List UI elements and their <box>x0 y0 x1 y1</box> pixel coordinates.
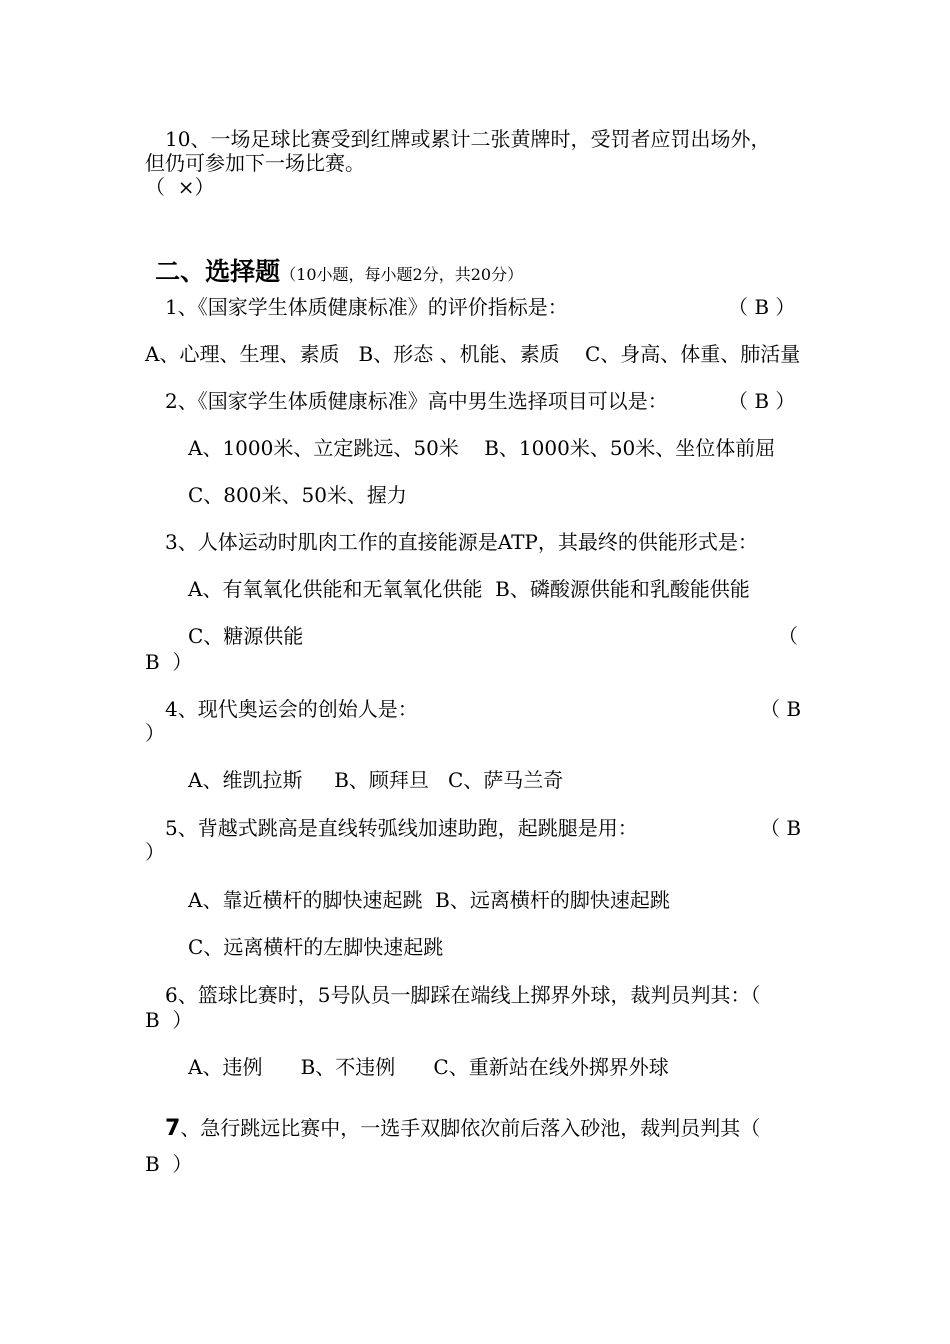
section-title: 二、选择题 <box>155 257 281 286</box>
q2-options-line1: A、1000米、立定跳远、50米 B、1000米、50米、坐位体前屈 <box>188 436 776 460</box>
q7-stem-line <box>165 1116 760 1141</box>
q1-options: A、心理、生理、素质 B、形态 、机能、素质 C、身高、体重、肺活量 <box>145 342 801 366</box>
tf-q10-answer: （ ×） <box>145 175 215 199</box>
q4-stem: 4、现代奥运会的创始人是： <box>165 697 418 721</box>
q5-options-line1: A、靠近横杆的脚快速起跳 B、远离横杆的脚快速起跳 <box>188 888 670 912</box>
q3-answer-close: B ） <box>145 650 193 674</box>
q6-stem: 6、篮球比赛时，5号队员一脚踩在端线上掷界外球，裁判员判其：（ <box>165 983 761 1007</box>
q2-stem: 2、《国家学生体质健康标准》高中男生选择项目可以是： <box>165 389 668 413</box>
q5-options-line2: C、远离横杆的左脚快速起跳 <box>188 935 444 959</box>
q5-stem: 5、背越式跳高是直线转弧线加速助跑，起跳腿是用： <box>165 816 638 840</box>
q1-stem: 1、《国家学生体质健康标准》的评价指标是： <box>165 295 568 319</box>
section-heading <box>145 233 523 288</box>
q4-answer-open: （ B <box>760 697 802 721</box>
section-subtitle: （10小题，每小题2分，共20分） <box>280 265 524 284</box>
q4-answer-close: ） <box>145 721 165 745</box>
q4-options: A、维凯拉斯 B、顾拜旦 C、萨马兰奇 <box>188 768 564 792</box>
q7-answer-close: B ） <box>145 1152 193 1176</box>
q7-number: 7 <box>165 1116 181 1141</box>
q3-options-line2: C、糖源供能 <box>188 624 304 648</box>
q2-answer: （ B ） <box>728 389 796 413</box>
q5-answer-close: ） <box>145 840 165 864</box>
q6-options: A、违例 B、不违例 C、重新站在线外掷界外球 <box>188 1055 669 1079</box>
q5-answer-open: （ B <box>760 816 802 840</box>
q3-options-line1: A、有氧氧化供能和无氧氧化供能 B、磷酸源供能和乳酸能供能 <box>188 577 750 601</box>
q6-answer-close: B ） <box>145 1008 193 1032</box>
q3-answer-open: （ <box>778 624 798 648</box>
q1-answer: （ B ） <box>728 295 796 319</box>
q7-stem: 、急行跳远比赛中，一选手双脚依次前后落入砂池，裁判员判其（ <box>180 1116 761 1140</box>
q2-options-line2: C、800米、50米、握力 <box>188 483 407 507</box>
tf-q10-line2: 但仍可参加下一场比赛。 <box>145 151 365 175</box>
q3-stem: 3、人体运动时肌肉工作的直接能源是ATP，其最终的供能形式是： <box>165 530 758 554</box>
tf-q10-line1: 10、一场足球比赛受到红牌或累计二张黄牌时，受罚者应罚出场外， <box>165 127 771 151</box>
